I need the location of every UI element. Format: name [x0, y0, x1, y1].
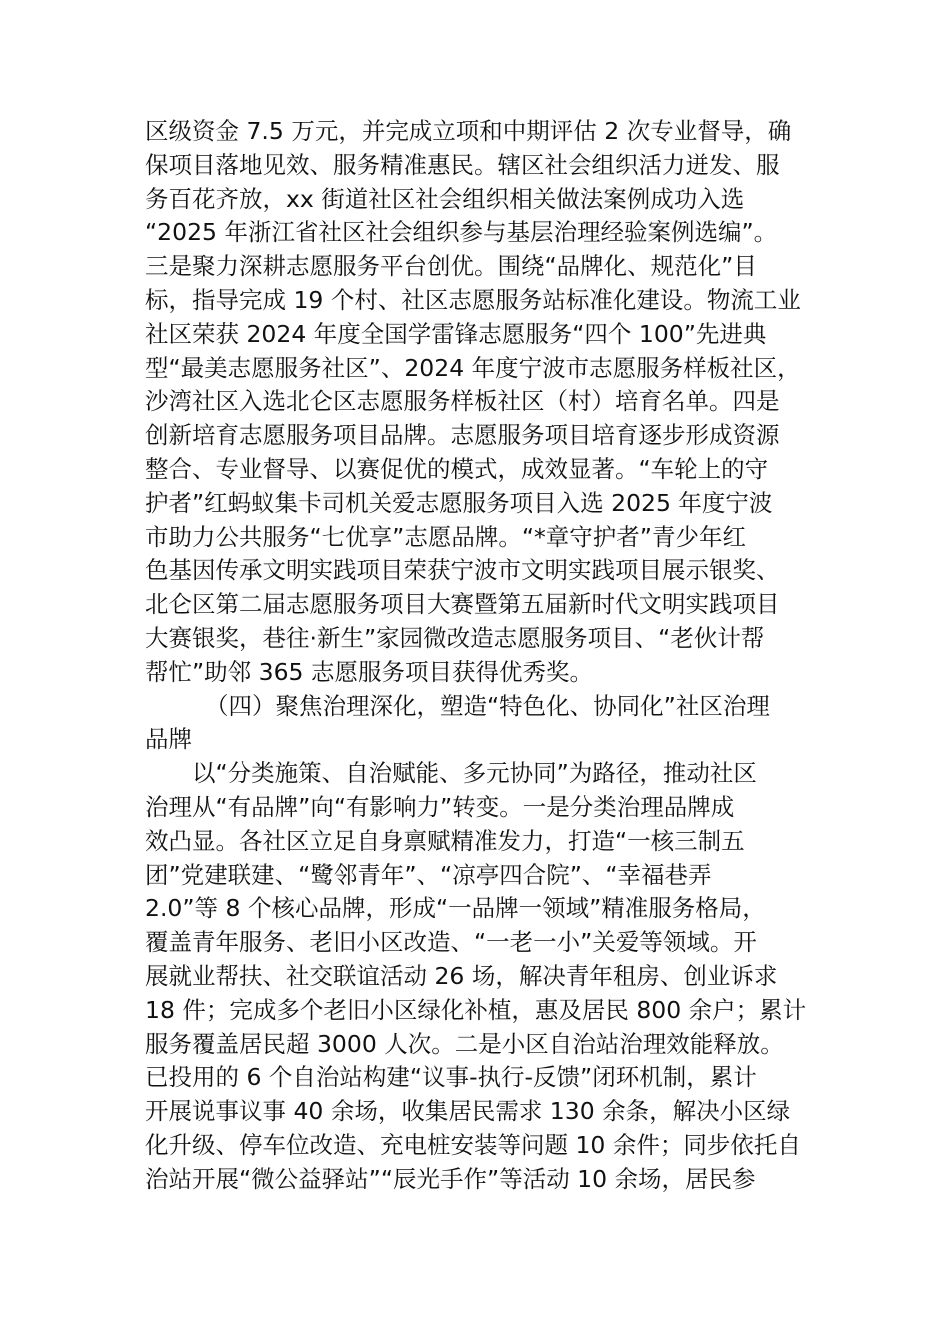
- body-line: 市助力公共服务“七优享”志愿品牌。“*章守护者”青少年红: [145, 522, 746, 551]
- body-line: 型“最美志愿服务社区”、2024 年度宁波市志愿服务样板社区，: [145, 353, 801, 382]
- body-line: 18 件；完成多个老旧小区绿化补植，惠及居民 800 余户；累计: [145, 995, 807, 1024]
- body-line: 整合、专业督导、以赛促优的模式，成效显著。“车轮上的守: [145, 454, 769, 483]
- body-line: 效凸显。各社区立足自身禀赋精准发力，打造“一核三制五: [145, 826, 745, 855]
- body-line: 已投用的 6 个自治站构建“议事-执行-反馈”闭环机制，累计: [145, 1063, 757, 1092]
- body-line: 治理从“有品牌”向“有影响力”转变。一是分类治理品牌成: [145, 792, 735, 821]
- body-line: 帮忙”助邻 365 志愿服务项目获得优秀奖。: [145, 657, 593, 686]
- body-line: “2025 年浙江省社区社会组织参与基层治理经验案例选编”。: [145, 218, 778, 247]
- body-line: 北仑区第二届志愿服务项目大赛暨第五届新时代文明实践项目: [145, 590, 780, 619]
- body-line: 展就业帮扶、社交联谊活动 26 场，解决青年租房、创业诉求: [145, 961, 778, 990]
- body-line: 覆盖青年服务、老旧小区改造、“一老一小”关爱等领域。开: [145, 928, 757, 957]
- body-line: 沙湾社区入选北仑区志愿服务样板社区（村）培育名单。四是: [145, 387, 780, 416]
- body-line: 社区荣获 2024 年度全国学雷锋志愿服务“四个 100”先进典: [145, 319, 767, 348]
- body-line: 色基因传承文明实践项目荣获宁波市文明实践项目展示银奖、: [145, 556, 780, 585]
- body-line: 开展说事议事 40 余场，收集居民需求 130 余条，解决小区绿: [145, 1097, 791, 1126]
- body-line: 保项目落地见效、服务精准惠民。辖区社会组织活力迸发、服: [145, 150, 780, 179]
- body-line: 创新培育志愿服务项目品牌。志愿服务项目培育逐步形成资源: [145, 421, 780, 450]
- section-heading-continued: 品牌: [145, 725, 192, 754]
- section-heading: （四）聚焦治理深化，塑造“特色化、协同化”社区治理: [205, 691, 770, 720]
- body-line: 服务覆盖居民超 3000 人次。二是小区自治站治理效能释放。: [145, 1029, 784, 1058]
- document-body: [145, 115, 810, 1197]
- body-line: 化升级、停车位改造、充电桩安装等问题 10 余件；同步依托自: [145, 1130, 801, 1159]
- paragraph-first-line: 以“分类施策、自治赋能、多元协同”为路径，推动社区: [192, 759, 757, 788]
- body-line: 大赛银奖，巷往·新生”家园微改造志愿服务项目、“老伙计帮: [145, 623, 765, 652]
- body-line: 三是聚力深耕志愿服务平台创优。围绕“品牌化、规范化”目: [145, 252, 757, 281]
- body-line: 护者”红蚂蚁集卡司机关爱志愿服务项目入选 2025 年度宁波: [145, 488, 773, 517]
- body-line: 团”党建联建、“鹭邻青年”、“凉亭四合院”、“幸福巷弄: [145, 860, 712, 889]
- body-line: 2.0”等 8 个核心品牌，形成“一品牌一领域”精准服务格局，: [145, 894, 766, 923]
- body-line: 治站开展“微公益驿站”“辰光手作”等活动 10 余场，居民参: [145, 1164, 756, 1193]
- body-line: 区级资金 7.5 万元，并完成立项和中期评估 2 次专业督导，确: [145, 117, 792, 145]
- body-line: 务百花齐放，xx 街道社区社会组织相关做法案例成功入选: [145, 184, 745, 213]
- body-line: 标，指导完成 19 个村、社区志愿服务站标准化建设。物流工业: [145, 285, 801, 314]
